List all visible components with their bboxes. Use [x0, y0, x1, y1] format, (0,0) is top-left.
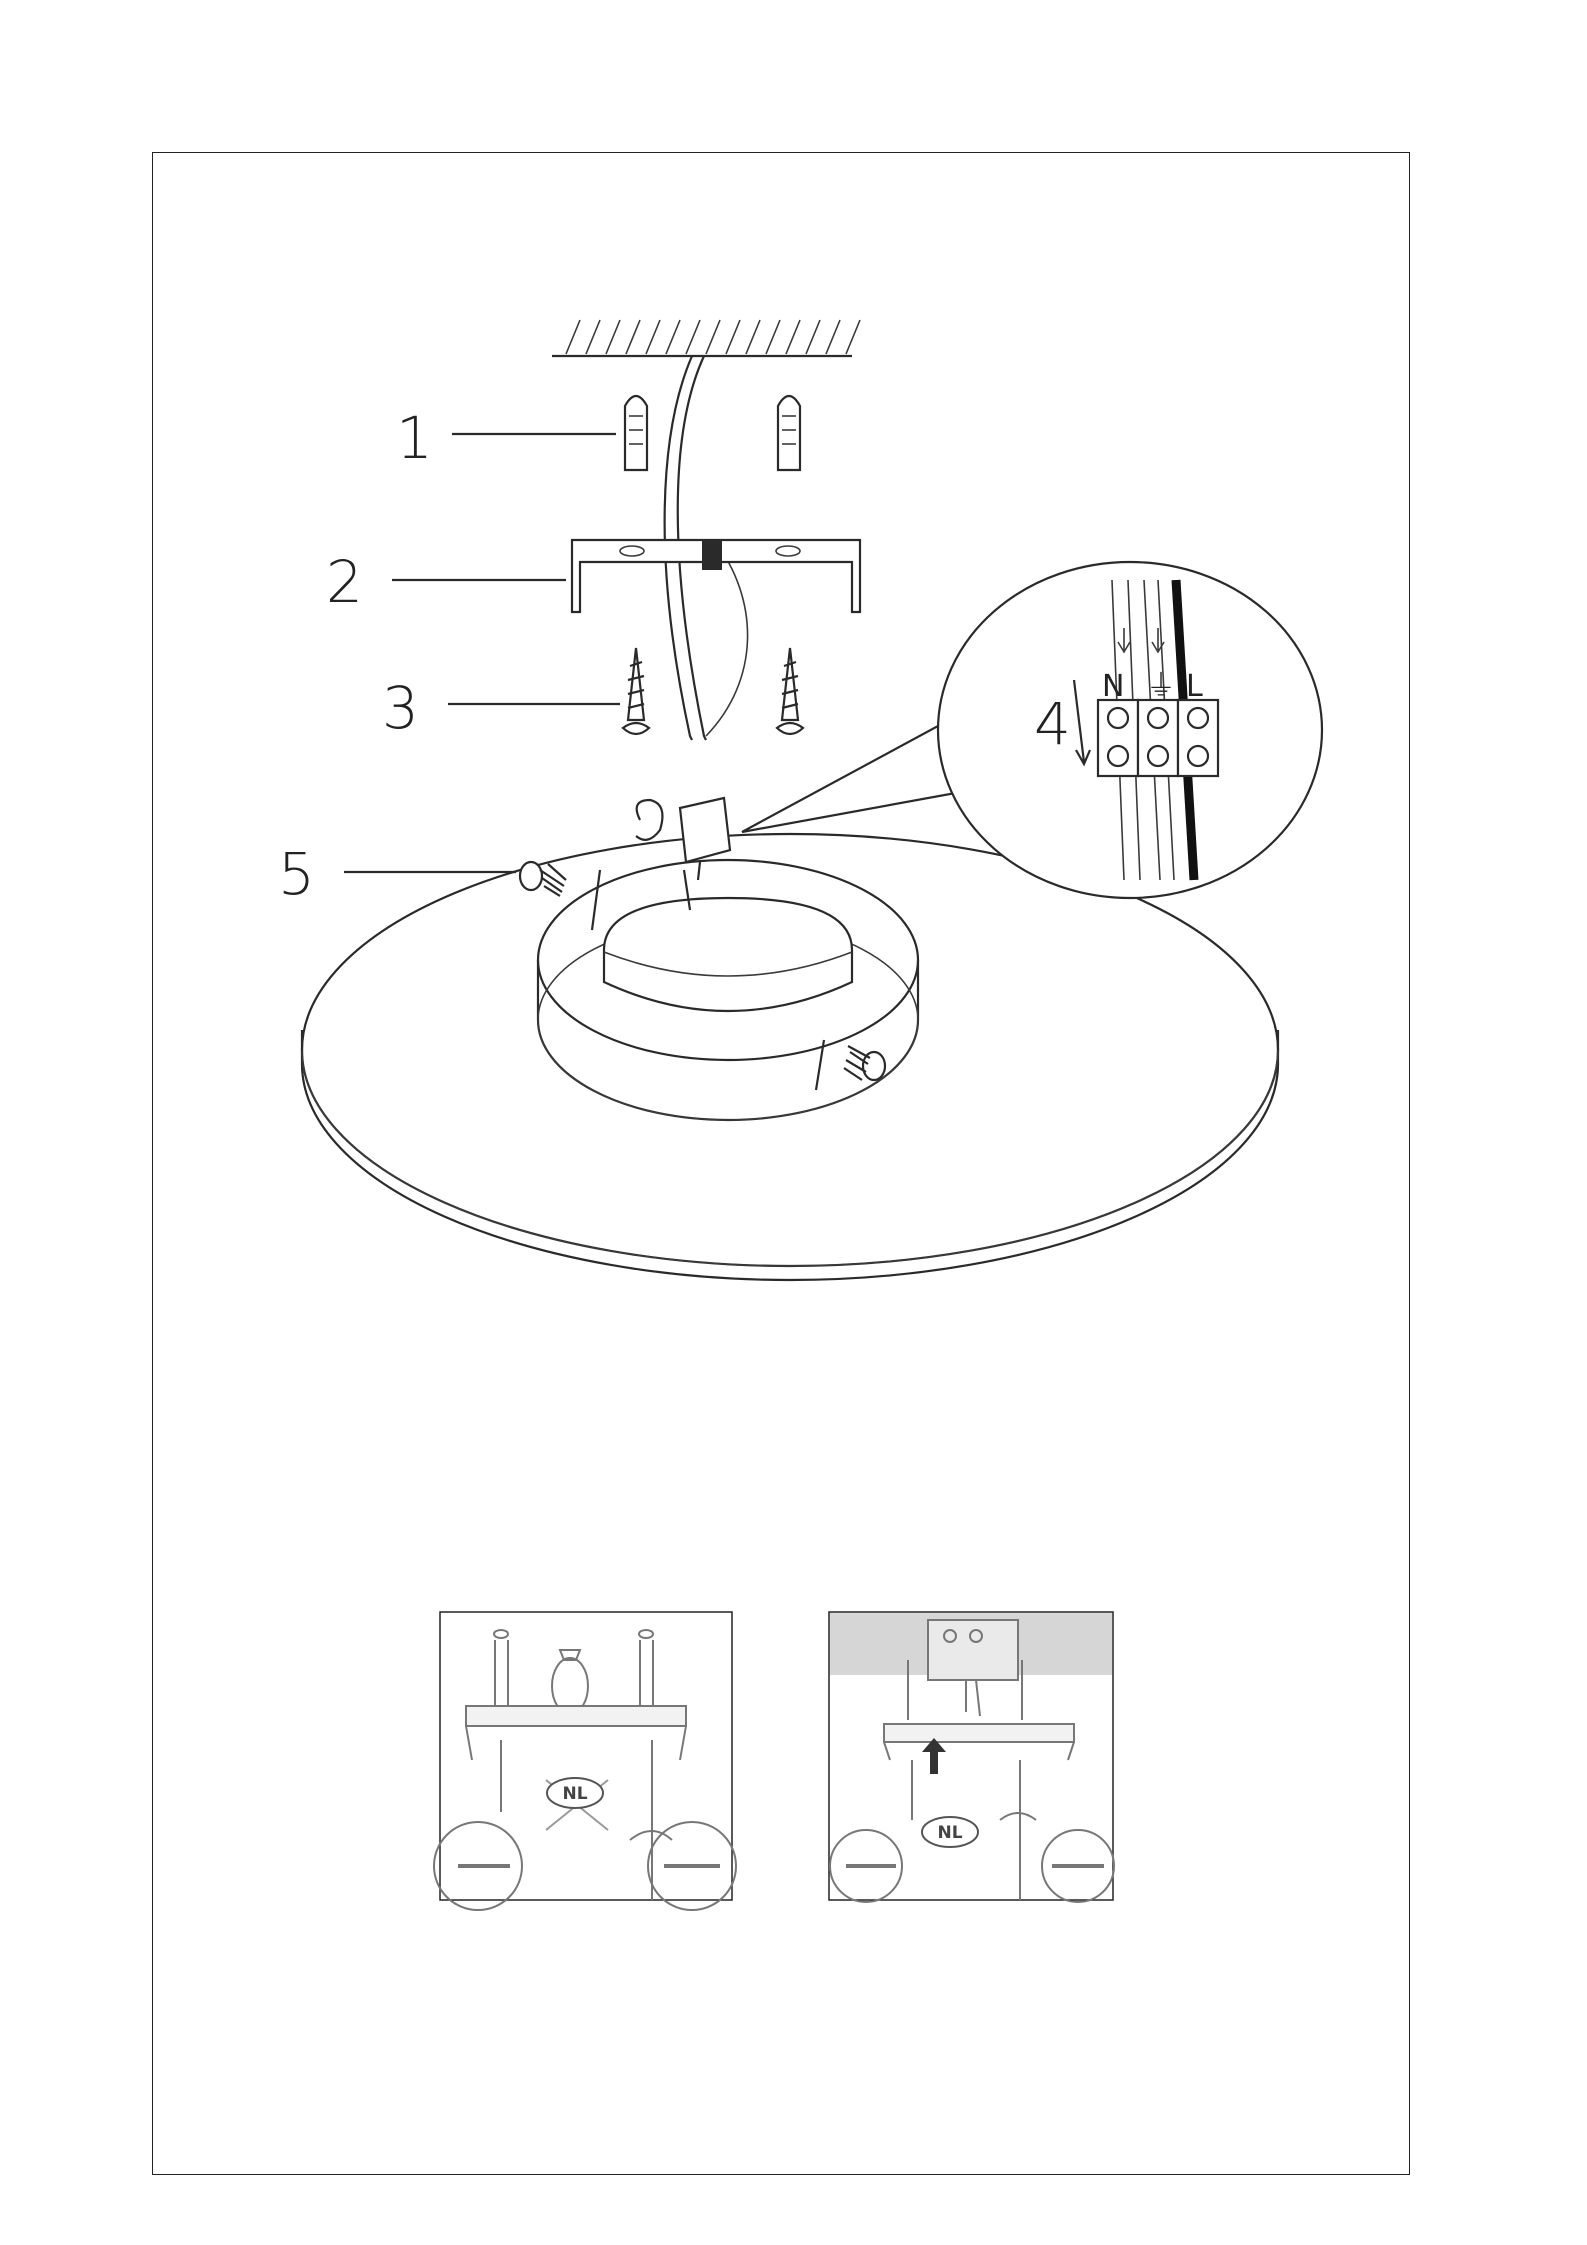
fixing-screw-lower: [844, 1046, 885, 1080]
nl-badge-right: NL: [937, 1823, 963, 1843]
callout-5-number: 5: [278, 840, 315, 908]
ceiling-hatch-mark: [846, 320, 860, 354]
ceiling-hatch-mark: [726, 320, 740, 354]
ceiling-hatch-mark: [646, 320, 660, 354]
callout-1: [396, 404, 616, 472]
ceiling-hatch-mark: [706, 320, 720, 354]
callout-1-number: 1: [396, 404, 433, 472]
ceiling-hatch-mark: [786, 320, 800, 354]
callout-3-number: 3: [382, 674, 419, 742]
ceiling-hatch-mark: [826, 320, 840, 354]
wall-plug-right: [778, 396, 800, 470]
terminal-detail-callout: [742, 562, 1322, 898]
callout-4: [1034, 690, 1071, 758]
earth-terminal-label: ⏚: [1146, 669, 1176, 704]
callout-2-number: 2: [326, 548, 363, 616]
ceiling-hatch-mark: [606, 320, 620, 354]
fixing-screw-upper: [520, 862, 566, 896]
inset-right: [829, 1612, 1114, 1902]
live-terminal-label: L: [1186, 669, 1203, 704]
ceiling-hatch-mark: [666, 320, 680, 354]
neutral-terminal-label: N: [1102, 669, 1125, 704]
ceiling-hatch-mark: [766, 320, 780, 354]
wood-screw-left: [623, 648, 649, 734]
callout-4-number: 4: [1034, 690, 1071, 758]
callout-2: [326, 548, 566, 616]
ceiling-hatch-mark: [806, 320, 820, 354]
nl-badge-left: NL: [562, 1784, 588, 1804]
ceiling-hatch-mark: [586, 320, 600, 354]
ceiling-hatch-mark: [626, 320, 640, 354]
inset-left: [434, 1612, 736, 1910]
wood-screw-right: [777, 648, 803, 734]
callout-5: [278, 840, 516, 908]
ceiling-hatch-mark: [686, 320, 700, 354]
ceiling-hatch-mark: [746, 320, 760, 354]
wall-plug-left: [625, 396, 647, 470]
callout-3: [382, 674, 620, 742]
mounting-bracket: [572, 540, 860, 612]
ceiling: [552, 320, 860, 356]
ceiling-hatch-mark: [566, 320, 580, 354]
